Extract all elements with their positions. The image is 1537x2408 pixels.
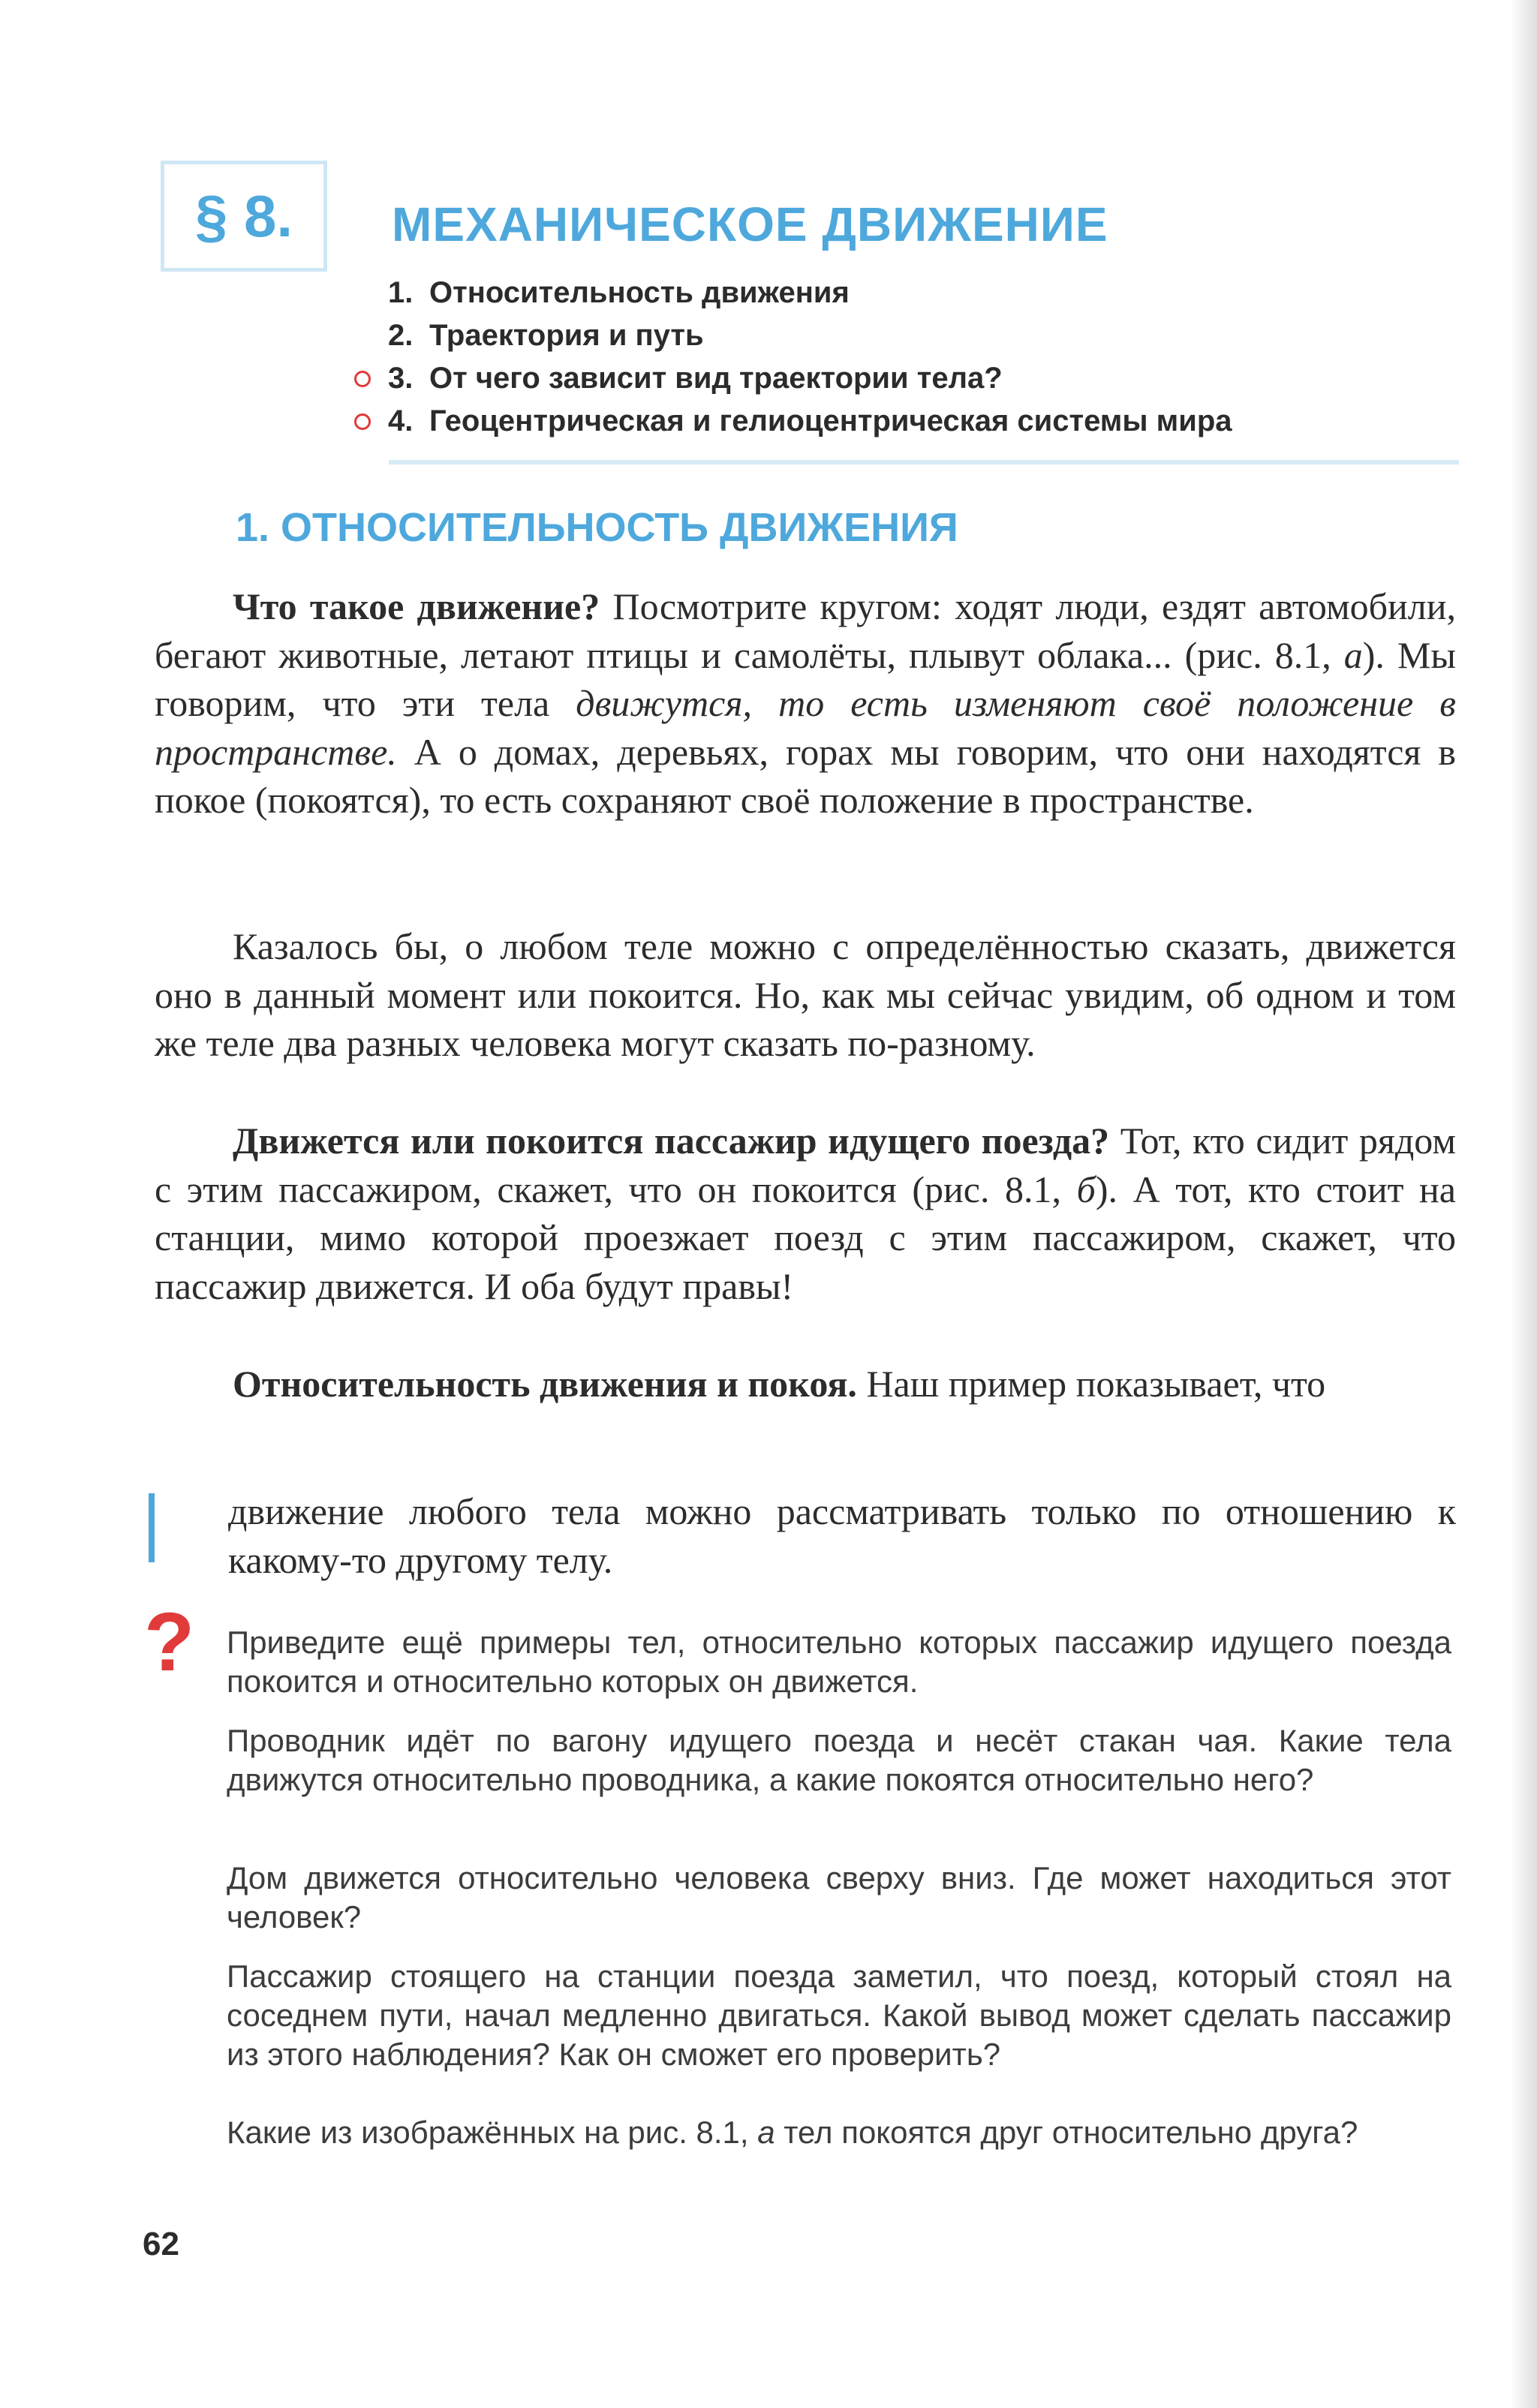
question-5 [227,2113,1451,2152]
paragraph-lead: Что такое движение? [233,585,600,627]
toc-item-2 [347,314,1472,357]
paragraph-text: ). А тот, кто стоит на станции, мимо которой проезжает поезд с этим пассажиром, скажет, что пассажир движется. И оба будут правы! [155,1168,1456,1307]
question-1: Приведите ещё примеры тел, относительно которых пассажир идущего поезда покоится и относительно которых он движется. [227,1625,1451,1699]
question-3: Дом движется относительно человека сверху вниз. Где может находиться этот человек? [227,1860,1451,1935]
chapter-title: МЕХАНИЧЕСКОЕ ДВИЖЕНИЕ [392,197,1108,251]
body-paragraph-1 [155,582,1456,825]
body-paragraph-3 [155,1117,1456,1310]
question-mark-icon: ? [144,1596,195,1688]
question-4: Пассажир стоящего на станции поезда заметил, что поезд, который стоял на соседнем пути, начал медленно двигаться. Какой вывод может сделать пассажир из этого наблюдения? Как он сможет его проверить? [227,1959,1451,2072]
key-rule-text: движение любого тела можно рассматривать только по отношению к какому-то другому телу. [228,1490,1456,1581]
paragraph-number: § 8. [194,182,293,249]
optional-topic-circle-icon [354,413,371,430]
optional-topic-circle-icon [354,371,371,387]
figure-letter: б [1076,1168,1096,1210]
toc-item-3 [347,357,1472,400]
paragraph-text: Казалось бы, о любом теле можно с определённостью сказать, движется оно в данный момент или покоится. Но, как мы сейчас увидим, об одном и том же теле два разных человека могут сказать по-разному. [155,925,1456,1064]
toc-item-1 [347,272,1472,314]
contents-divider [389,460,1459,464]
definition-text: движутся, то есть изменяют своё положение в пространстве. [155,682,1456,773]
toc-item-number: 4. [388,404,414,437]
rule-highlight-bar [149,1493,155,1562]
page-edge-shadow [1510,0,1537,2408]
paragraph-text: Наш пример показывает, что [856,1363,1326,1405]
toc-item-number: 1. [388,276,414,309]
toc-item-text: Траектория и путь [429,319,704,352]
toc-item-text: Геоцентрическая и гелиоцентрическая системы мира [429,404,1232,437]
paragraph-lead: Относительность движения и покоя. [233,1363,857,1405]
figure-letter: а [1343,633,1363,676]
toc-item-4 [347,400,1472,443]
chapter-contents [347,272,1472,443]
question-2: Проводник идёт по вагону идущего поезда и несёт стакан чая. Какие тела движутся относительно проводника, а какие покоятся относительно него? [227,1723,1451,1797]
paragraph-text: Тот, кто сидит рядом с этим пассажиром, скажет, что он покоится (рис. 8.1, [155,1120,1456,1210]
paragraph-lead: Движется или покоится пассажир идущего поезда? [233,1120,1110,1162]
question-text: Какие из изображённых на рис. 8.1, [227,2115,758,2150]
toc-item-text: Относительность движения [429,276,850,309]
paragraph-number-box [161,161,327,272]
paragraph-text: А о домах, деревьях, горах мы говорим, что они находятся в покое (покоятся), то есть сохраняют своё положение в пространстве. [155,730,1456,821]
page-number: 62 [143,2226,179,2262]
toc-item-text: От чего зависит вид траектории тела? [429,362,1003,395]
figure-letter: а [757,2115,775,2150]
toc-item-number: 2. [388,319,414,352]
body-paragraph-2 [155,922,1456,1068]
section-title: 1. ОТНОСИТЕЛЬНОСТЬ ДВИЖЕНИЯ [236,505,958,550]
question-text: тел покоятся друг относительно друга? [775,2115,1358,2150]
toc-item-number: 3. [388,362,414,395]
paragraph-text: Посмотрите кругом: ходят люди, ездят автомобили, бегают животные, летают птицы и самолёты, плывут облака... (рис. 8.1, [155,585,1457,676]
paragraph-text: ). Мы говорим, что эти тела [155,633,1456,724]
body-paragraph-4 [155,1360,1456,1408]
